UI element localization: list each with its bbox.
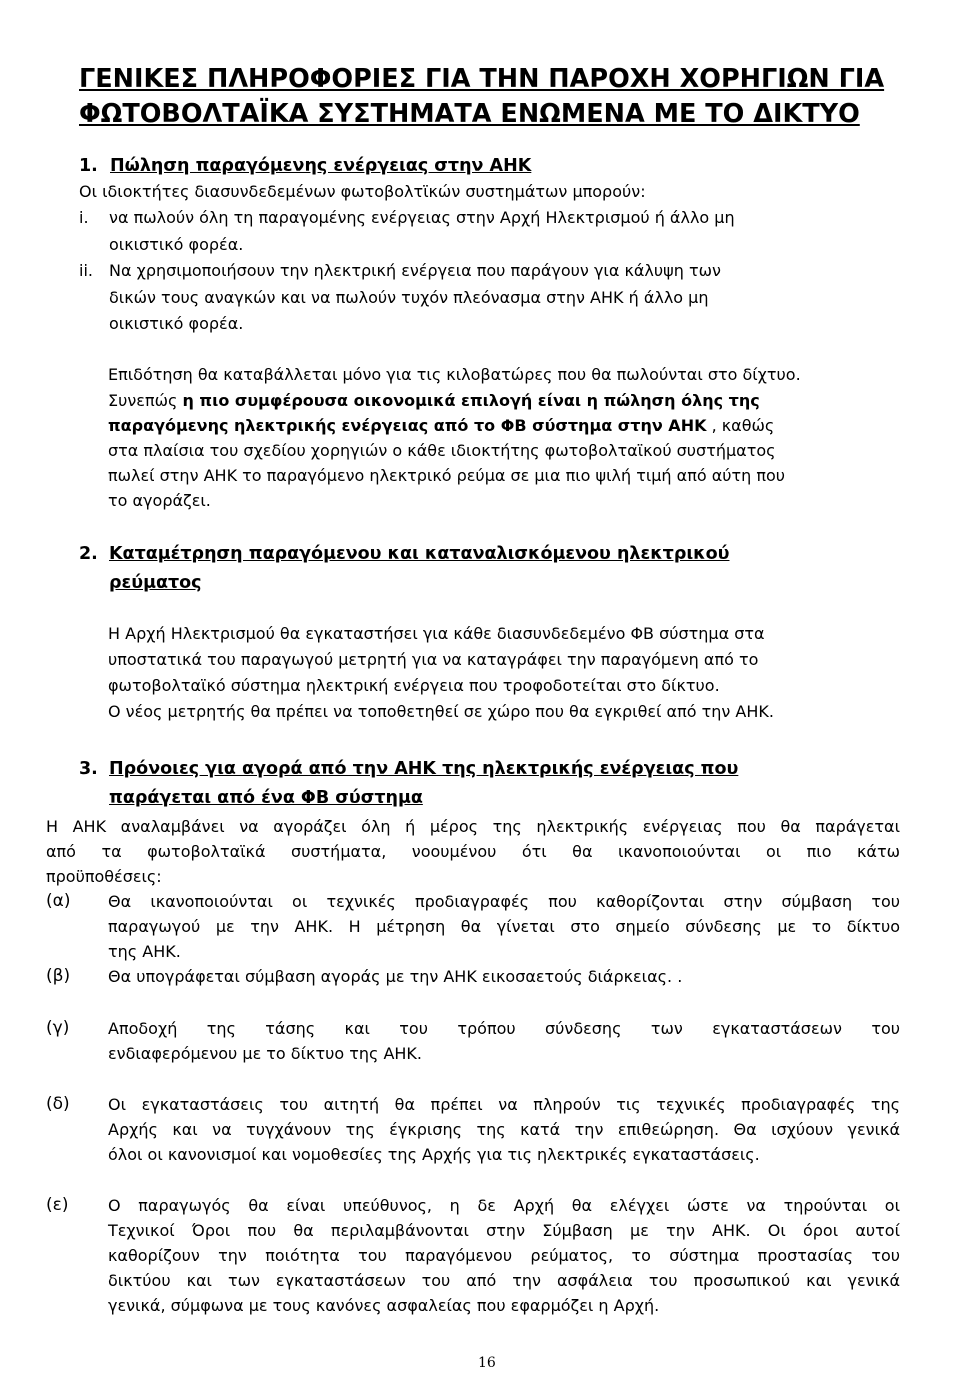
- item-i-marker: i.: [79, 208, 89, 227]
- section-2-line-2: υποστατικά του παραγωγού μετρητή για να καταγράφει την παραγόμενη από το: [108, 650, 759, 669]
- section-3-heading-line-1: Πρόνοιες για αγορά από την ΑΗΚ της ηλεκτρικής ενέργειας που: [109, 759, 739, 779]
- condition-c-line-1: Αποδοχή της τάσης και του τρόπου σύνδεσης των εγκαταστάσεων του: [108, 1019, 900, 1038]
- section-2-line-3: φωτοβολταϊκό σύστημα ηλεκτρική ενέργεια που τροφοδοτείται στο δίκτυο.: [108, 676, 720, 695]
- item-ii-line-1: Να χρησιμοποιήσουν την ηλεκτρική ενέργεια που παράγουν για κάλυψη των: [109, 261, 721, 280]
- subsidy-note: Επιδότηση θα καταβάλλεται μόνο για τις κιλοβατώρες που θα πωλούνται στο δίχτυο.: [108, 365, 801, 384]
- title-line-1: ΓΕΝΙΚΕΣ ΠΛΗΡΟΦΟΡΙΕΣ ΓΙΑ ΤΗΝ ΠΑΡΟΧΗ ΧΟΡΗΓΙΩΝ ΓΙΑ: [79, 64, 885, 94]
- condition-a-line-2: παραγωγού με την ΑΗΚ. Η μέτρηση θα γίνεται στο σημείο σύνδεσης με το δίκτυο: [108, 917, 900, 936]
- conclusion-line-3: στα πλαίσια του σχεδίου χορηγιών ο κάθε ιδιοκτήτης φωτοβολταϊκού συστήματος: [108, 441, 776, 460]
- condition-c-marker: (γ): [46, 1018, 70, 1038]
- section-2-heading-line-2: ρεύματος: [109, 573, 202, 593]
- item-ii-marker: ii.: [79, 261, 93, 280]
- title-line-2: ΦΩΤΟΒΟΛΤΑΪΚΑ ΣΥΣΤΗΜΑΤΑ ΕΝΩΜΕΝΑ ΜΕ ΤΟ ΔΙΚΤΥΟ: [79, 99, 860, 129]
- item-ii-line-3: οικιστικό φορέα.: [109, 314, 244, 333]
- condition-d-marker: (δ): [46, 1094, 70, 1114]
- condition-e-line-1: Ο παραγωγός θα είναι υπεύθυνος, η δε Αρχή θα ελέγχει ώστε να τηρούνται οι: [108, 1196, 900, 1215]
- condition-e-marker: (ε): [46, 1195, 69, 1215]
- section-2-line-1: Η Αρχή Ηλεκτρισμού θα εγκαταστήσει για κάθε διασυνδεδεμένο ΦΒ σύστημα στα: [108, 624, 765, 643]
- conclusion-line-4: πωλεί στην ΑΗΚ το παραγόμενο ηλεκτρικό ρεύμα σε μια πιο ψιλή τιμή από αύτη που: [108, 466, 786, 485]
- condition-c-line-2: ενδιαφερόμενου με το δίκτυο της ΑΗΚ.: [108, 1044, 423, 1063]
- condition-a-line-3: της ΑΗΚ.: [108, 942, 181, 961]
- item-ii-line-2: δικών τους αναγκών και να πωλούν τυχόν πλεόνασμα στην ΑΗΚ ή άλλο μη: [109, 288, 709, 307]
- condition-e-line-5: γενικά, σύμφωνα με τους κανόνες ασφαλείας που εφαρμόζει η Αρχή.: [108, 1296, 660, 1315]
- page-number: 16: [478, 1355, 496, 1371]
- conclusion-line-1: Συνεπώς η πιο συμφέρουσα οικονομικά επιλογή είναι η πώληση όλης της: [108, 391, 760, 410]
- condition-a-line-1: Θα ικανοποιούνται οι τεχνικές προδιαγραφές που καθορίζονται στην σύμβαση του: [108, 892, 900, 911]
- section-1-number: 1.: [79, 156, 98, 176]
- condition-d-line-1: Οι εγκαταστάσεις του αιτητή θα πρέπει να πληρούν τις τεχνικές προδιαγραφές της: [108, 1095, 900, 1114]
- conclusion-line-5: το αγοράζει.: [108, 491, 211, 510]
- condition-d-line-3: όλοι οι κανονισμοί και νομοθεσίες της Αρχής για τις ηλεκτρικές εγκαταστάσεις.: [108, 1145, 760, 1164]
- condition-a-marker: (α): [46, 891, 71, 911]
- section-3-intro-line-3: προϋποθέσεις:: [46, 867, 162, 886]
- condition-e-line-3: καθορίζουν την ποιότητα του παραγόμενου ρεύματος, το σύστημα προστασίας του: [108, 1246, 900, 1265]
- section-1-intro: Οι ιδιοκτήτες διασυνδεδεμένων φωτοβολτϊκών συστημάτων μπορούν:: [79, 182, 646, 201]
- condition-d-line-2: Αρχής και να τυγχάνουν της έγκρισης της κατά την επιθεώρηση. Θα ισχύουν γενικά: [108, 1120, 900, 1139]
- condition-e-line-4: δικτύου και των εγκαταστάσεων του από την ασφάλεια του προσωπικού και γενικά: [108, 1271, 900, 1290]
- item-i-line-2: οικιστικό φορέα.: [109, 235, 244, 254]
- section-3-intro-line-2: από τα φωτοβολταϊκά συστήματα, νοουμένου ότι θα ικανοποιούνται οι πιο κάτω: [46, 842, 900, 861]
- section-2-number: 2.: [79, 544, 98, 564]
- item-i-line-1: να πωλούν όλη τη παραγομένης ενέργειας στην Αρχή Ηλεκτρισμού ή άλλο μη: [109, 208, 735, 227]
- section-3-number: 3.: [79, 759, 98, 779]
- condition-e-line-2: Τεχνικοί Όροι που θα περιλαμβάνονται στην Σύμβαση με την ΑΗΚ. Οι όροι αυτοί: [108, 1221, 900, 1240]
- section-3-heading-line-2: παράγεται από ένα ΦΒ σύστημα: [109, 788, 423, 808]
- condition-b-marker: (β): [46, 966, 71, 986]
- section-3-intro-line-1: Η ΑΗΚ αναλαμβάνει να αγοράζει όλη ή μέρος της ηλεκτρικής ενέργειας που θα παράγεται: [46, 817, 900, 836]
- condition-b-line-1: Θα υπογράφεται σύμβαση αγοράς με την ΑΗΚ εικοσαετούς διάρκειας. .: [108, 967, 683, 986]
- section-1-heading: Πώληση παραγόμενης ενέργειας στην ΑΗΚ: [110, 156, 532, 176]
- section-2-heading-line-1: Καταμέτρηση παραγόμενου και καταναλισκόμενου ηλεκτρικού: [109, 544, 730, 564]
- section-2-line-4: Ο νέος μετρητής θα πρέπει να τοποθετηθεί σε χώρο που θα εγκριθεί από την ΑΗΚ.: [108, 702, 774, 721]
- conclusion-line-2: παραγόμενης ηλεκτρικής ενέργειας από το ΦΒ σύστημα στην ΑΗΚ , καθώς: [108, 416, 775, 435]
